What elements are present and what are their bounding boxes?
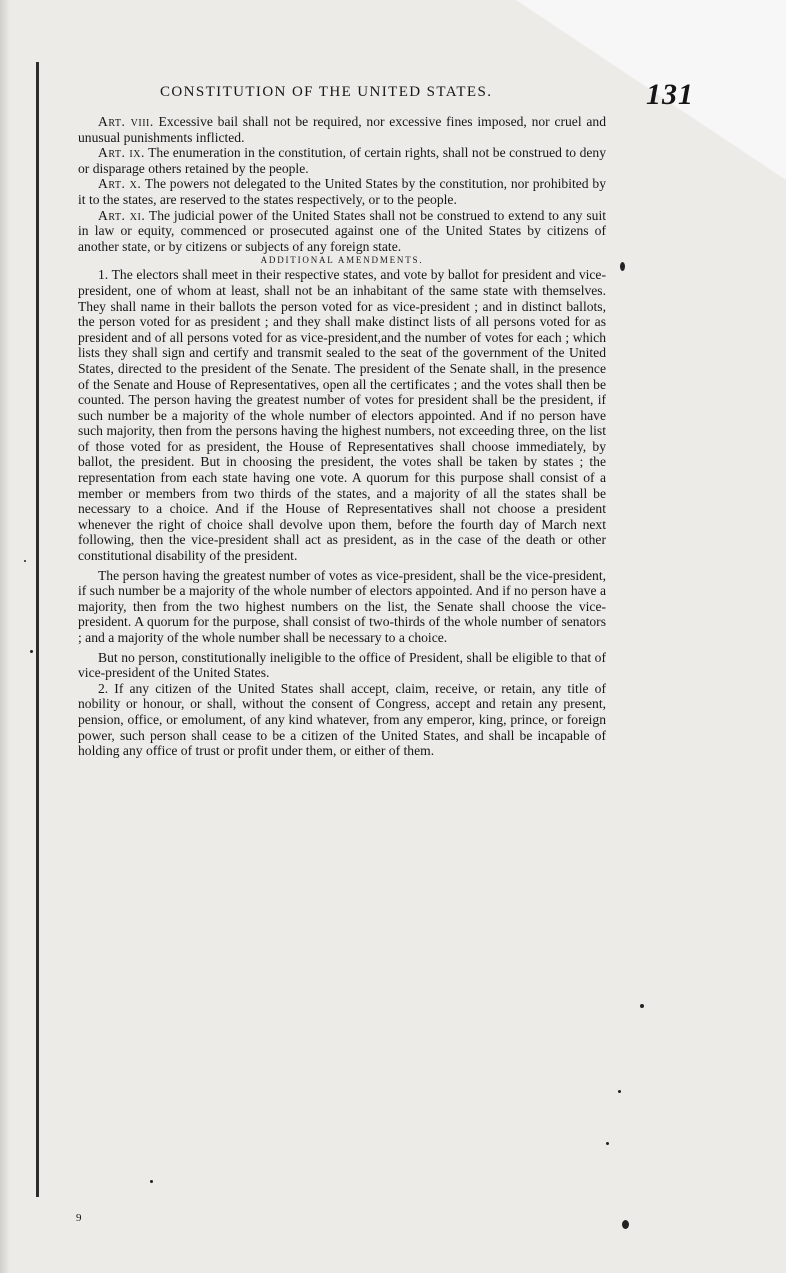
- amendment-paragraph-4: 2. If any citizen of the United States shall accept, claim, receive, or retain, any title of nobility or honour, or shall, without the consent of Congress, accept and retain any present, pension, office, or emolument, of any kind whatever, from any emperor, king, prince, or foreign power, such person shall cease to be a citizen of the United States, and shall be incapable of holding any office of trust or profit under them, or either of them.: [78, 680, 606, 759]
- footer-mark: 9: [76, 1212, 82, 1224]
- article-10: [78, 176, 606, 207]
- scan-speck: [620, 262, 625, 271]
- article-text: The powers not delegated to the United States by the constitution, nor prohibited by it to the states, are reserved to the states respectively, or to the people.: [78, 176, 606, 207]
- article-8: [78, 114, 606, 145]
- page-number: 131: [646, 78, 694, 111]
- scan-speck: [24, 560, 26, 562]
- scan-speck: [640, 1004, 644, 1008]
- article-11: [78, 208, 606, 255]
- article-text: The judicial power of the United States shall not be construed to extend to any suit in law or equity, commenced or prosecuted against one of the United States by citizens of another state, or by citizens or subjects of any foreign state.: [78, 207, 607, 254]
- additional-amendments-title: ADDITIONAL AMENDMENTS.: [260, 255, 424, 266]
- scan-speck: [606, 1142, 609, 1145]
- margin-rule: [36, 62, 39, 1197]
- article-label: Art. x.: [98, 176, 142, 192]
- amendment-paragraph-2: The person having the greatest number of votes as vice-president, shall be the vice-president, if such number be a majority of the whole number of electors appointed. And if no person have a majority, then from the two highest numbers on the list, the Senate shall choose the vice-president. A quorum for the purpose, shall consist of two-thirds of the whole number of senators ; and a majority of the whole number shall be necessary to a choice.: [78, 567, 606, 645]
- article-label: Art. viii.: [98, 114, 154, 129]
- article-label: Art. xi.: [98, 207, 146, 223]
- scan-speck: [622, 1220, 629, 1229]
- body-text: [78, 114, 606, 759]
- amendment-paragraph-1: 1. The electors shall meet in their respective states, and vote by ballot for president and vice-president, one of whom at least, shall not be an inhabitant of the same state with themselves. They shall name in their ballots the person voted for as vice-president ; and in distinct ballots, the person voted for as president ; and they shall make distinct lists of all persons voted for as president and of all persons voted for as vice-president,and the number of votes for each ; which lists they shall sign and certify and transmit sealed to the seat of the government of the United States, directed to the president of the Senate. The president of the Senate shall, in the presence of the Senate and House of Representatives, open all the certificates ; and the votes shall then be counted. The person having the greatest number of votes for president shall be the president, if such number be a majority of the whole number of electors appointed. And if no person have such majority, then from the persons having the highest numbers, not exceeding three, on the list of those voted for as president, the House of Representatives shall choose immediately, by ballot, the president. But in choosing the president, the votes shall be taken by states ; the representation from each state having one vote. A quorum for this purpose shall consist of a member or members from two thirds of the states, and a majority of all the states shall be necessary to a choice. And if the House of Representatives shall not choose a president whenever the right of choice shall devolve upon them, before the fourth day of March next following, then the vice-president shall act as president, as in the case of the death or other constitutional disability of the president.: [78, 267, 606, 564]
- amendment-paragraph-3: But no person, constitutionally ineligible to the office of President, shall be eligible to that of vice-president of the United States.: [78, 649, 606, 681]
- scan-speck: [150, 1180, 153, 1183]
- article-text: The enumeration in the constitution, of certain rights, shall not be construed to deny or disparage others retained by the people.: [78, 145, 606, 176]
- article-9: [78, 145, 606, 176]
- article-label: Art. ix.: [98, 145, 145, 161]
- running-header: CONSTITUTION OF THE UNITED STATES.: [160, 84, 493, 100]
- scan-speck: [618, 1090, 621, 1093]
- article-text: Excessive bail shall not be required, nor excessive fines imposed, nor cruel and unusual punishments inflicted.: [78, 114, 607, 145]
- scan-speck: [30, 650, 33, 653]
- page-edge-shadow: [0, 0, 10, 1273]
